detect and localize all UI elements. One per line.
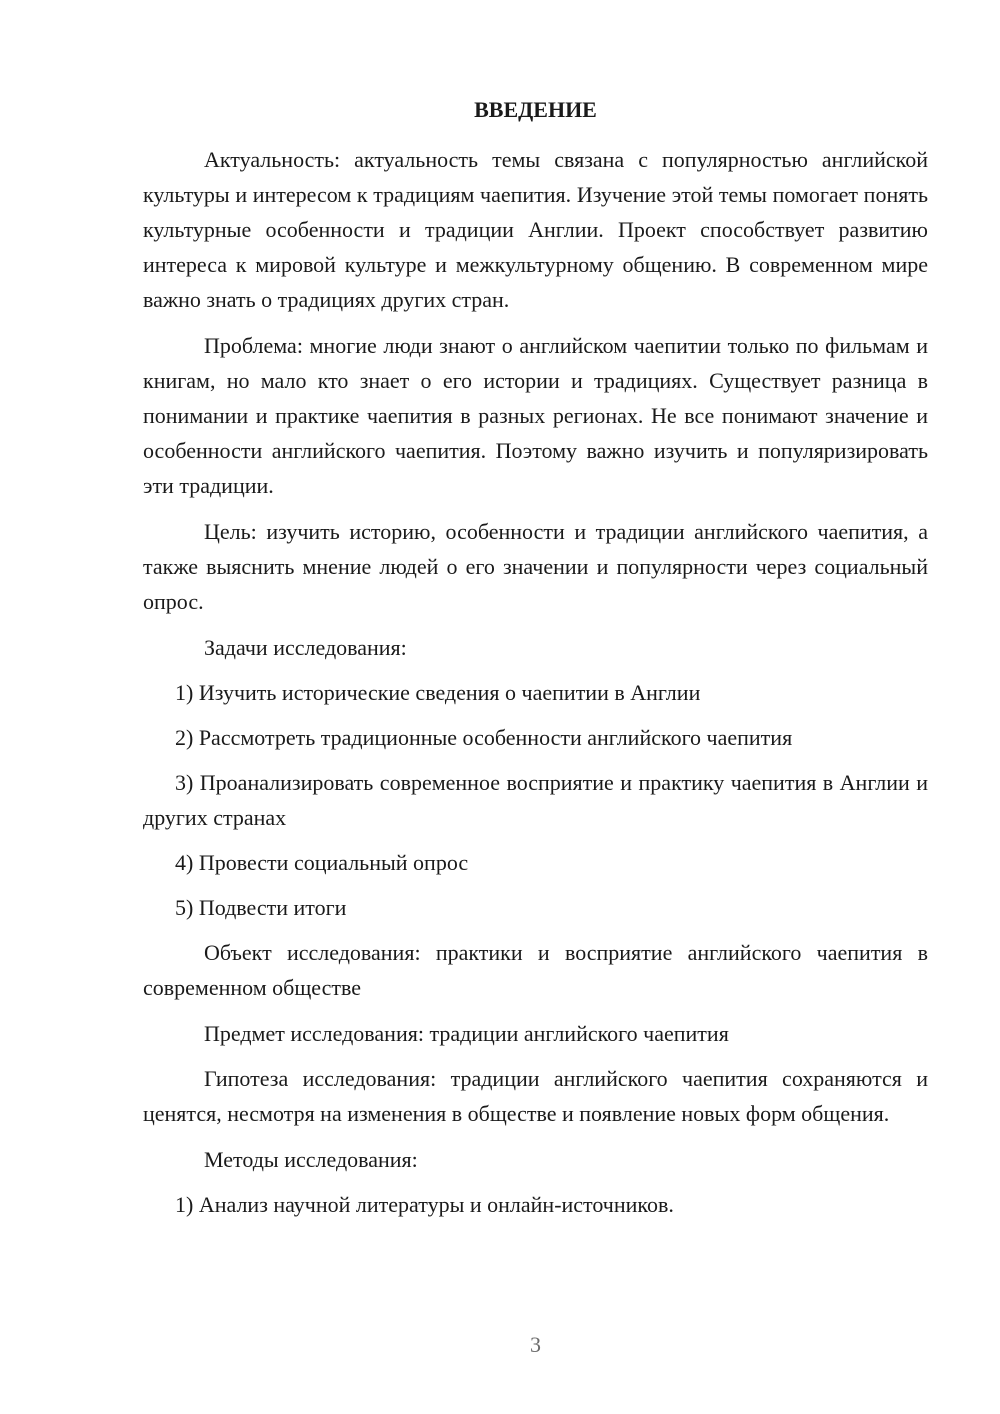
hypothesis-paragraph: Гипотеза исследования: традиции английского чаепития сохраняются и ценятся, несмотря на изменения в обществе и появление новых форм общения.	[143, 1066, 928, 1126]
document-page	[143, 95, 928, 1232]
method-item: 1) Анализ научной литературы и онлайн-источников.	[175, 1192, 674, 1217]
relevance-paragraph: Актуальность: актуальность темы связана с популярностью английской культуры и интересом к традициям чаепития. Изучение этой темы помогает понять культурные особенности и традиции Англии. Проект способствует развитию интереса к мировой культуре и межкультурному общению. В современном мире важно знать о традициях других стран.	[143, 147, 928, 312]
task-item: 2) Рассмотреть традиционные особенности английского чаепития	[175, 725, 793, 750]
task-item: 3) Проанализировать современное восприятие и практику чаепития в Англии и других странах	[143, 770, 928, 830]
subject-paragraph: Предмет исследования: традиции английского чаепития	[204, 1021, 729, 1046]
goal-paragraph: Цель: изучить историю, особенности и традиции английского чаепития, а также выяснить мнение людей о его значении и популярности через социальный опрос.	[143, 519, 928, 614]
object-paragraph: Объект исследования: практики и восприятие английского чаепития в современном обществе	[143, 940, 928, 1000]
problem-paragraph: Проблема: многие люди знают о английском чаепитии только по фильмам и книгам, но мало кто знает о его истории и традициях. Существует разница в понимании и практике чаепития в разных регионах. Не все понимают значение и особенности английского чаепития. Поэтому важно изучить и популяризировать эти традиции.	[143, 333, 928, 498]
page-number: 3	[530, 1332, 541, 1357]
methods-heading: Методы исследования:	[204, 1147, 418, 1172]
task-item: 4) Провести социальный опрос	[175, 850, 469, 875]
page-title: ВВЕДЕНИЕ	[474, 97, 597, 122]
task-item: 1) Изучить исторические сведения о чаепитии в Англии	[175, 680, 701, 705]
tasks-heading: Задачи исследования:	[204, 635, 407, 660]
task-item: 5) Подвести итоги	[175, 895, 347, 920]
